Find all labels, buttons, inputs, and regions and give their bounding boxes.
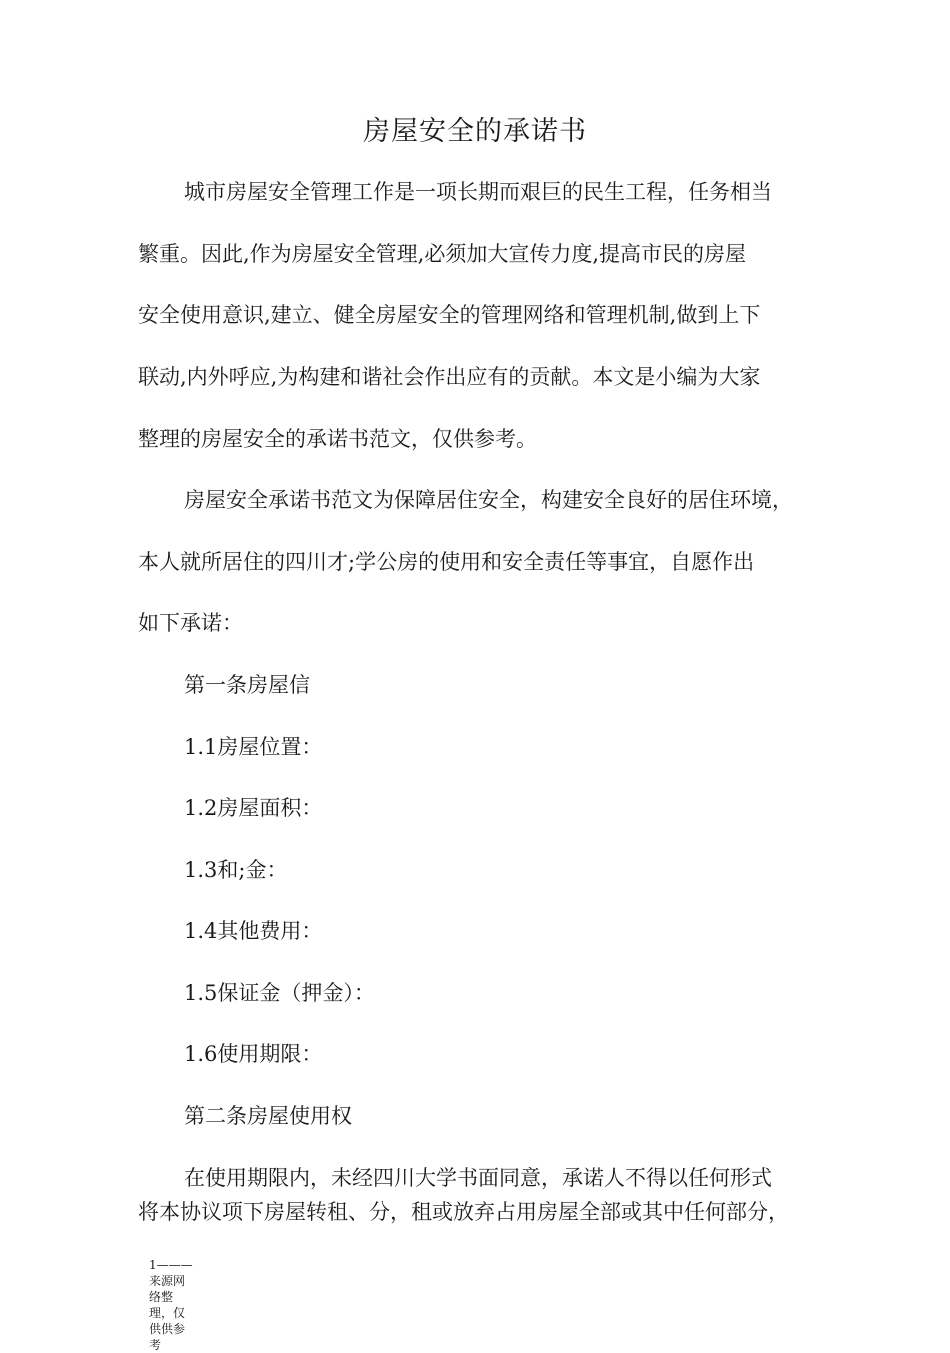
clause-item: 1.1房屋位置： — [184, 735, 323, 759]
paragraph-line: 联动,内外呼应,为构建和谐社会作出应有的贡献。本文是小编为大家 — [138, 365, 761, 389]
clause-item: 1.6使用期限： — [184, 1042, 323, 1066]
clause-item: 1.5保证金（押金）： — [184, 981, 375, 1005]
section-heading: 第一条房屋信 — [184, 673, 310, 697]
paragraph-line: 如下承诺： — [138, 611, 243, 635]
paragraph-line: 繁重。因此,作为房屋安全管理,必须加大宣传力度,提高市民的房屋 — [138, 242, 747, 266]
paragraph-line: 在使用期限内，未经四川大学书面同意，承诺人不得以任何形式 — [184, 1166, 772, 1190]
paragraph-line: 整理的房屋安全的承诺书范文，仅供参考。 — [138, 427, 537, 451]
paragraph-line: 本人就所居住的四川才;学公房的使用和安全责任等事宜，自愿作出 — [138, 550, 755, 574]
paragraph-line: 城市房屋安全管理工作是一项长期而艰巨的民生工程，任务相当 — [184, 180, 772, 204]
clause-item: 1.4其他费用： — [184, 919, 323, 943]
page-footer-note: 1———来源网络整理，仅供供参考 — [149, 1258, 193, 1352]
clause-item: 1.3和;金： — [184, 858, 288, 882]
clause-item: 1.2房屋面积： — [184, 796, 323, 820]
section-heading: 第二条房屋使用权 — [184, 1104, 352, 1128]
paragraph-line: 将本协议项下房屋转租、分，租或放弃占用房屋全部或其中任何部分， — [138, 1200, 789, 1224]
document-title: 房屋安全的承诺书 — [363, 116, 587, 147]
paragraph-line: 房屋安全承诺书范文为保障居住安全，构建安全良好的居住环境， — [184, 488, 793, 512]
paragraph-line: 安全使用意识,建立、健全房屋安全的管理网络和管理机制,做到上下 — [138, 303, 761, 327]
